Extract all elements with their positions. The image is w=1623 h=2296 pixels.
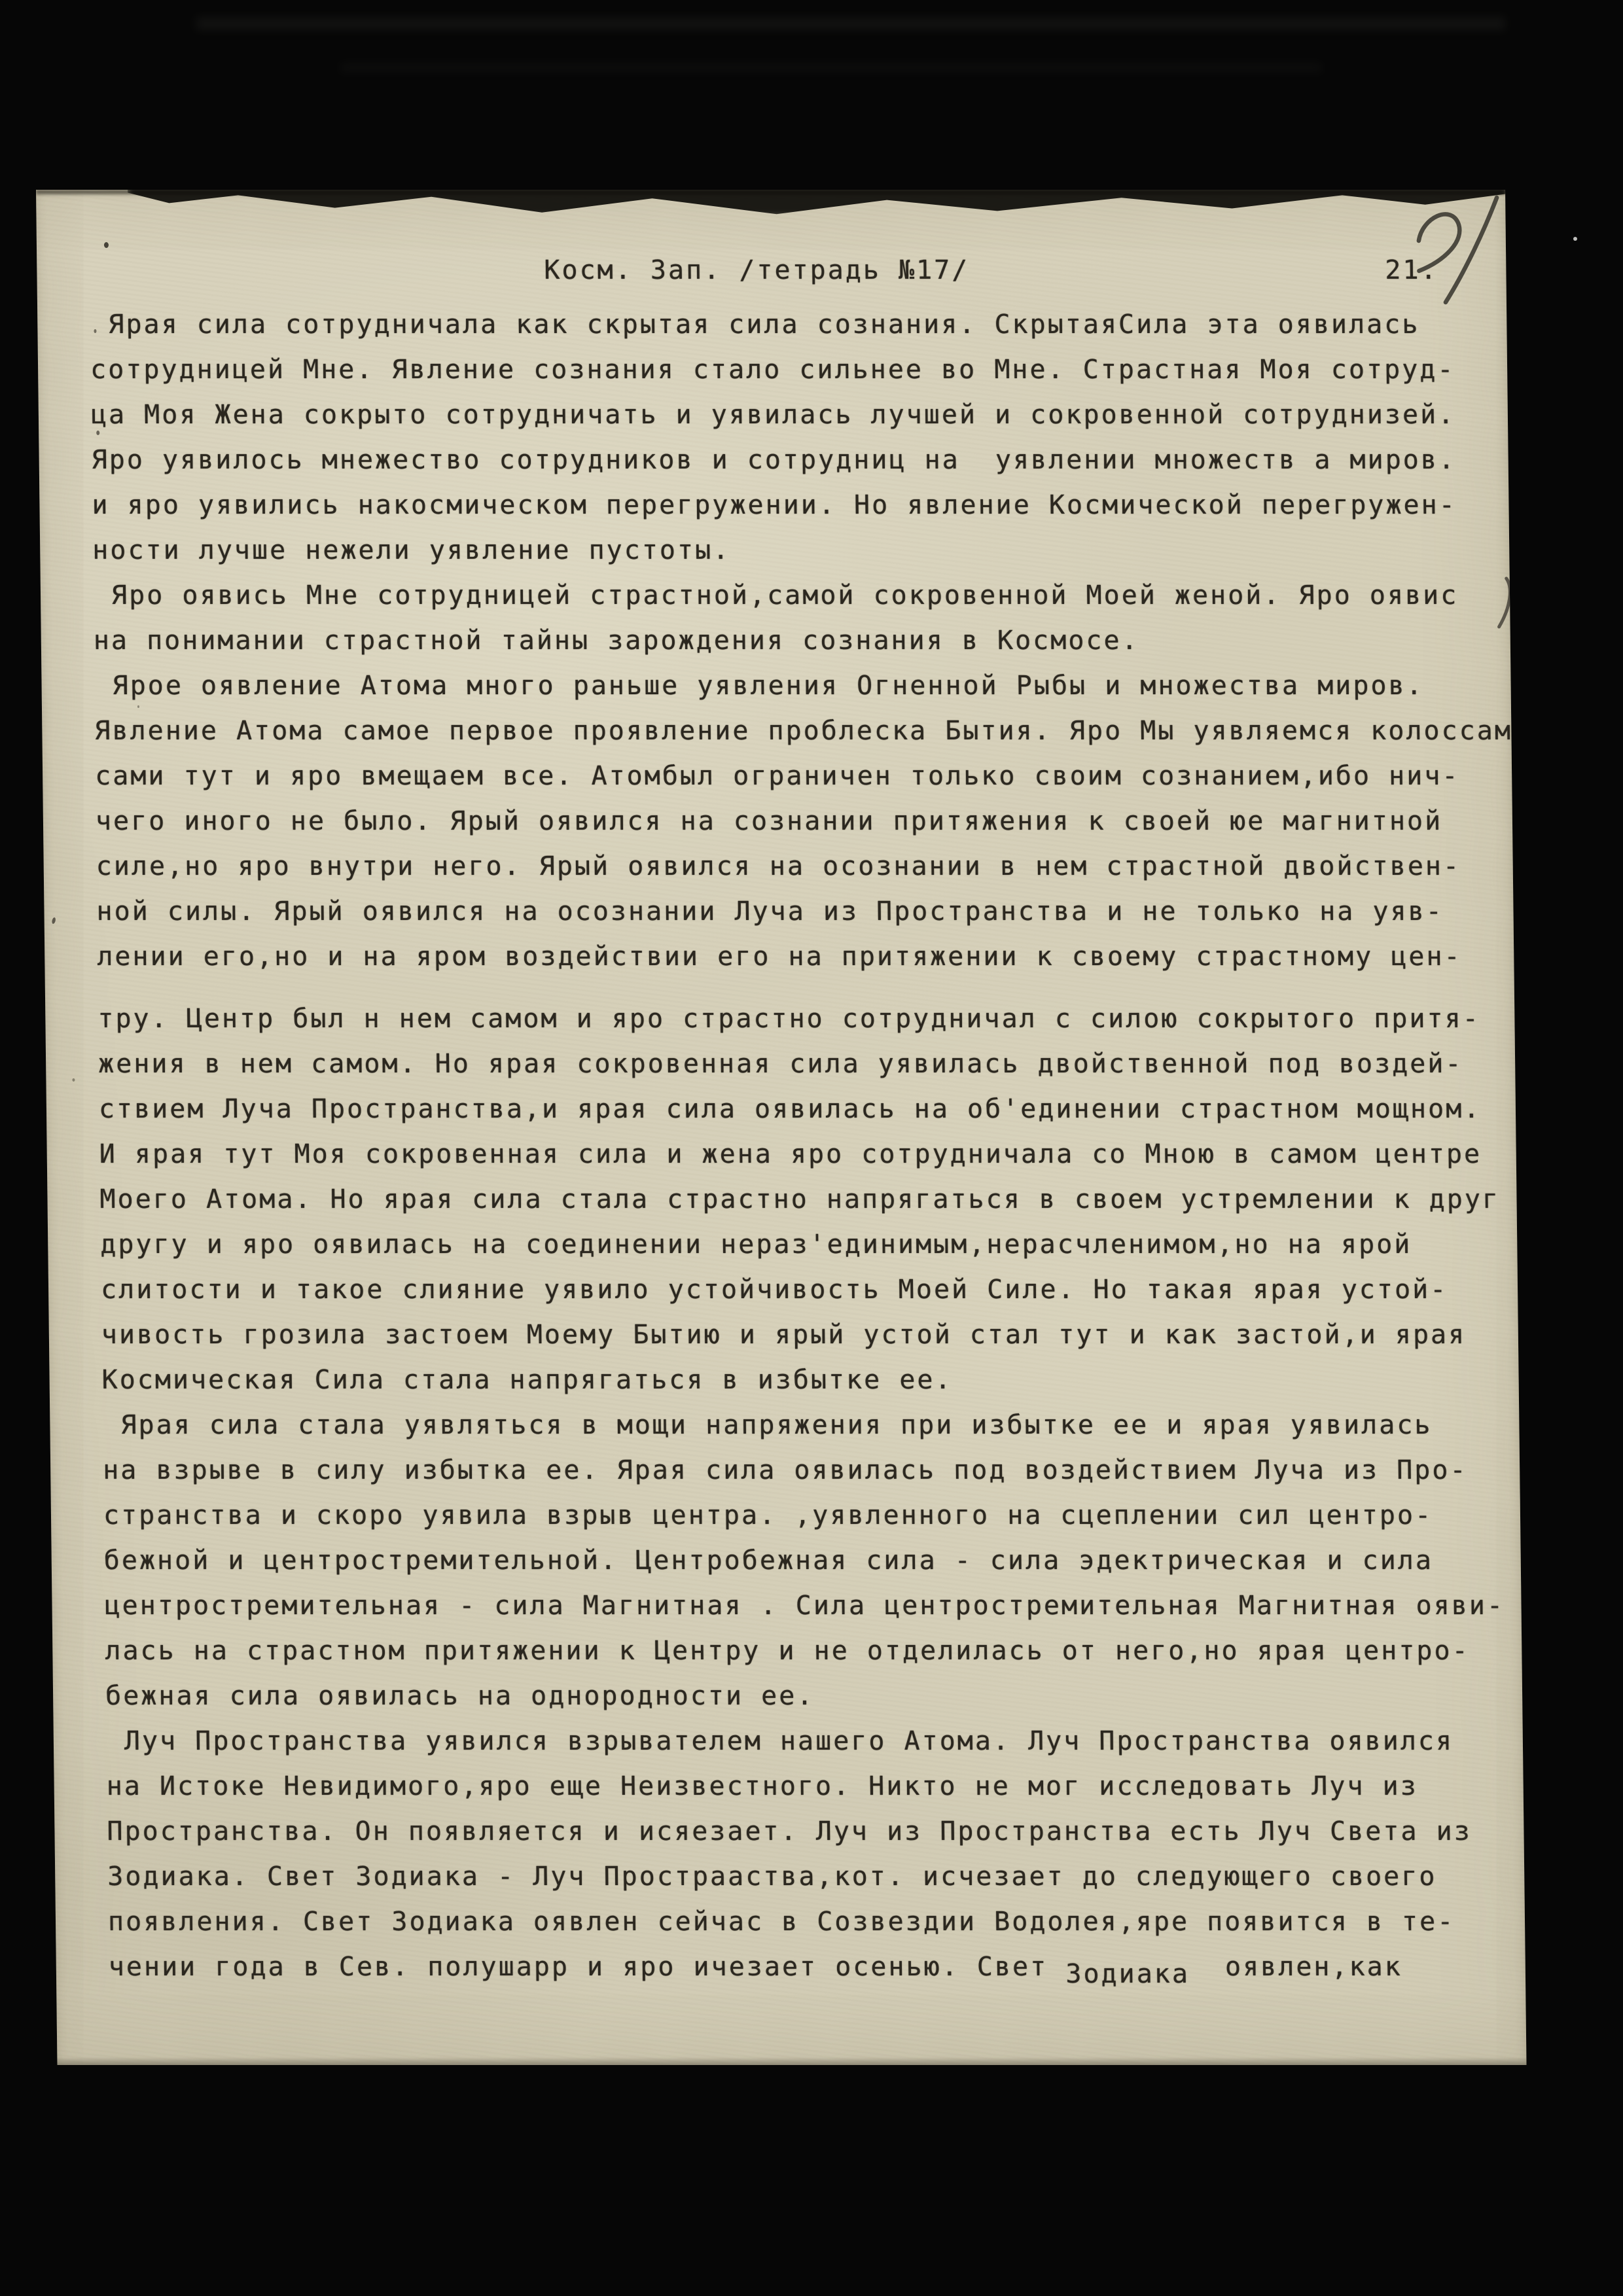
ink-speck (72, 1078, 75, 1082)
text-line: Космическая Сила стала напрягаться в избытке ее. (101, 1365, 953, 1395)
text-line: ной силы. Ярый оявился на осознании Луча из Пространства и не только на уяв- (96, 896, 1444, 927)
text-line: и яро уявились накосмическом перегружении. Но явление Космической перегружен- (92, 490, 1457, 520)
ink-speck (52, 917, 56, 925)
text-line: на понимании страстной тайны зарождения сознания в Космосе. (93, 626, 1139, 656)
document-body-text (90, 309, 1526, 1997)
text-line: сотрудницей Мне. Явление сознания стало сильнее во Мне. Страстная Моя сотруд- (90, 355, 1455, 385)
ink-speck (137, 705, 139, 708)
ink-speck (104, 242, 109, 248)
text-line: Ярая сила стала уявляться в мощи напряжения при избытке ее и ярая уявилась (120, 1410, 1433, 1440)
top-edge-smudge (128, 190, 1508, 217)
text-line: И ярая тут Моя сокровенная сила и жена яро сотрудничала со Мною в самом центре (99, 1139, 1482, 1169)
text-line: ности лучше нежели уявление пустоты. (92, 535, 731, 565)
text-line: центростремительная - сила Магнитная . Сила центростремительная Магнитная ояви- (104, 1591, 1505, 1621)
text-line: странства и скоро уявила взрыв центра. ,уявленного на сцеплении сил центро- (103, 1500, 1433, 1530)
text-line: на взрыве в силу избытка ее. Ярая сила оявилась под воздействием Луча из Про- (102, 1455, 1468, 1485)
ink-speck (96, 431, 99, 435)
text-line: бежной и центростремительной. Центробежная сила - сила эдектрическая и сила (103, 1545, 1434, 1576)
text-line: ца Моя Жена сокрыто сотрудничать и уявилась лучшей и сокровенной сотруднизей. (90, 400, 1456, 430)
text-line: ствием Луча Пространства,и ярая сила оявилась на об'единении страстном мощном. (98, 1094, 1482, 1124)
lowered-word: Зодиака (1065, 1959, 1190, 1989)
text-line: Явление Атома самое первое проявление проблеска Бытия. Яро Мы уявляемся колоссам (94, 716, 1513, 746)
text-line: чивость грозила застоем Моему Бытию и ярый устой стал тут и как застой,и ярая (101, 1320, 1467, 1350)
scanner-noise-streak (196, 17, 1505, 30)
text-line: чении года в Сев. полушарр и яро ичезает осенью. Свет Зодиака оявлен,как (108, 1952, 1403, 1989)
scanner-noise-streak (340, 63, 1322, 73)
text-line: сами тут и яро вмещаем все. Атомбыл ограничен только своим сознанием,ибо нич- (94, 761, 1460, 791)
text-line: тру. Центр был н нем самом и яро страстно сотрудничал с силою сокрытого притя- (98, 1004, 1481, 1034)
text-line: Ярая сила сотрудничала как скрытая сила сознания. СкрытаяСила эта оявилась (108, 309, 1420, 340)
text-line: силе,но яро внутри него. Ярый оявился на осознании в нем страстной двойствен- (96, 851, 1461, 881)
ink-speck (94, 329, 96, 333)
text-line: Яро уявилось мнежество сотрудников и сотрудниц на уявлении множеств а миров. (91, 445, 1457, 475)
text-line: на Истоке Невидимого,яро еще Неизвестного. Никто не мог исследовать Луч из (106, 1771, 1419, 1801)
text-line: слитости и такое слияние уявило устойчивость Моей Силе. Но такая ярая устой- (100, 1275, 1448, 1305)
text-line: другу и яро оявилась на соединении нераз'единимым,нерасчленимом,но на ярой (100, 1229, 1412, 1260)
text-line: лении его,но и на яром воздействии его на притяжении к своему страстному цен- (97, 942, 1462, 972)
text-line: лась на страстном притяжении к Центру и не отделилась от него,но ярая центро- (105, 1636, 1470, 1666)
text-line: чего иного не было. Ярый оявился на сознании притяжения к своей юе магнитной (95, 806, 1443, 836)
dust-speck (1573, 237, 1577, 241)
document-header (37, 255, 1507, 294)
document-header-title: Косм. Зап. /тетрадь №17/ (544, 255, 970, 285)
text-line: Яро оявись Мне сотрудницей страстной,самой сокровенной Моей женой. Яро оявис (111, 580, 1459, 610)
text-line: Зодиака. Свет Зодиака - Луч Прострааства,кот. исчезает до следующего своего (107, 1862, 1437, 1892)
text-line: Луч Пространства уявился взрывателем нашего Атома. Луч Пространства оявился (124, 1726, 1454, 1756)
document-page (36, 190, 1527, 2065)
text-line: появления. Свет Зодиака оявлен сейчас в Созвездии Водолея,яре появится в те- (107, 1907, 1455, 1937)
text-line: Пространства. Он появляется и исяезает. Луч из Пространства есть Луч Света из (107, 1816, 1472, 1846)
page-number: 21. (1385, 255, 1438, 285)
text-line: Ярое оявление Атома много раньше уявления Огненной Рыбы и множества миров. (112, 671, 1424, 701)
text-line: жения в нем самом. Но ярая сокровенная сила уявилась двойственной под воздей- (98, 1049, 1463, 1079)
text-line: Моего Атома. Но ярая сила стала страстно напрягаться в своем устремлении к друг (99, 1184, 1501, 1214)
text-line: бежная сила оявилась на однородности ее. (105, 1681, 815, 1711)
